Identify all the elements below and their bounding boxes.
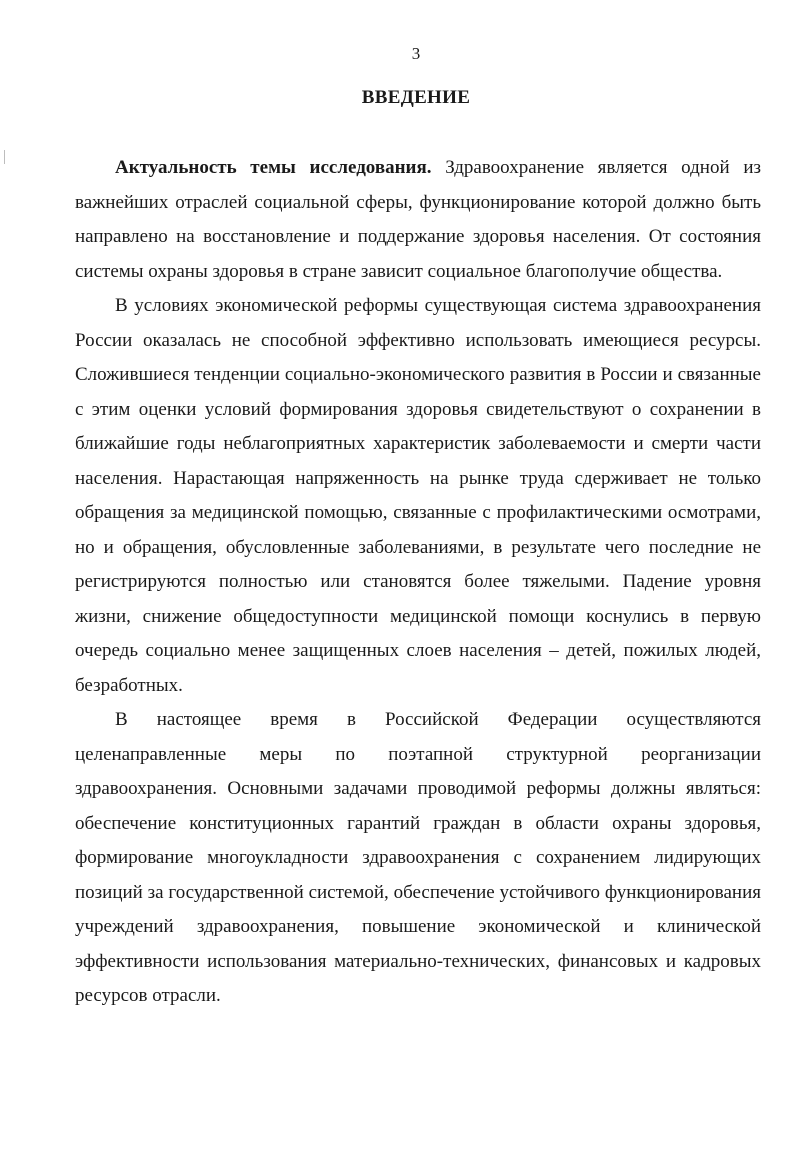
paragraph-text: В настоящее время в Российской Федерации осуществляются целенаправленные меры по поэтапной структурной реорганизации здравоохранения. Основными задачами проводимой реформы должны являться: обеспечение конституционных гарантий граждан в области охраны здоровья, формирование многоукладности здравоохранения с сохранением лидирующих позиций за государственной системой, обеспечение устойчивого функционирования учреждений здравоохранения, повышение экономической и клинической эффективности использования материально-технических, финансовых и кадровых ресурсов отрасли.	[75, 709, 761, 1006]
paragraph-relevance	[75, 151, 761, 289]
paragraph-text: Здравоохранение является одной из важнейших отраслей социальной сферы, функционирование которой должно быть направлено на восстановление и поддержание здоровья населения. От состояния системы охраны здоровья в стране зависит социальное благополучие общества.	[75, 157, 761, 282]
scan-margin-mark	[4, 150, 5, 164]
paragraph-reform-conditions	[75, 289, 761, 703]
paragraph-lead: Актуальность темы исследования.	[115, 157, 432, 178]
page-number: 3	[411, 44, 421, 63]
body-text	[75, 151, 761, 1014]
section-heading: ВВЕДЕНИЕ	[361, 87, 471, 108]
paragraph-text: В условиях экономической реформы существующая система здравоохранения России оказалась не способной эффективно использовать имеющиеся ресурсы. Сложившиеся тенденции социально-экономического развития в России и связанные с этим оценки условий формирования здоровья свидетельствуют о сохранении в ближайшие годы неблагоприятных характеристик заболеваемости и смерти части населения. Нарастающая напряженность на рынке труда сдерживает не только обращения за медицинской помощью, связанные с профилактическими осмотрами, но и обращения, обусловленные заболеваниями, в результате чего последние не регистрируются полностью или становятся более тяжелыми. Падение уровня жизни, снижение общедоступности медицинской помощи коснулись в первую очередь социально менее защищенных слоев населения – детей, пожилых людей, безработных.	[75, 295, 761, 696]
paragraph-current-measures	[75, 703, 761, 1014]
